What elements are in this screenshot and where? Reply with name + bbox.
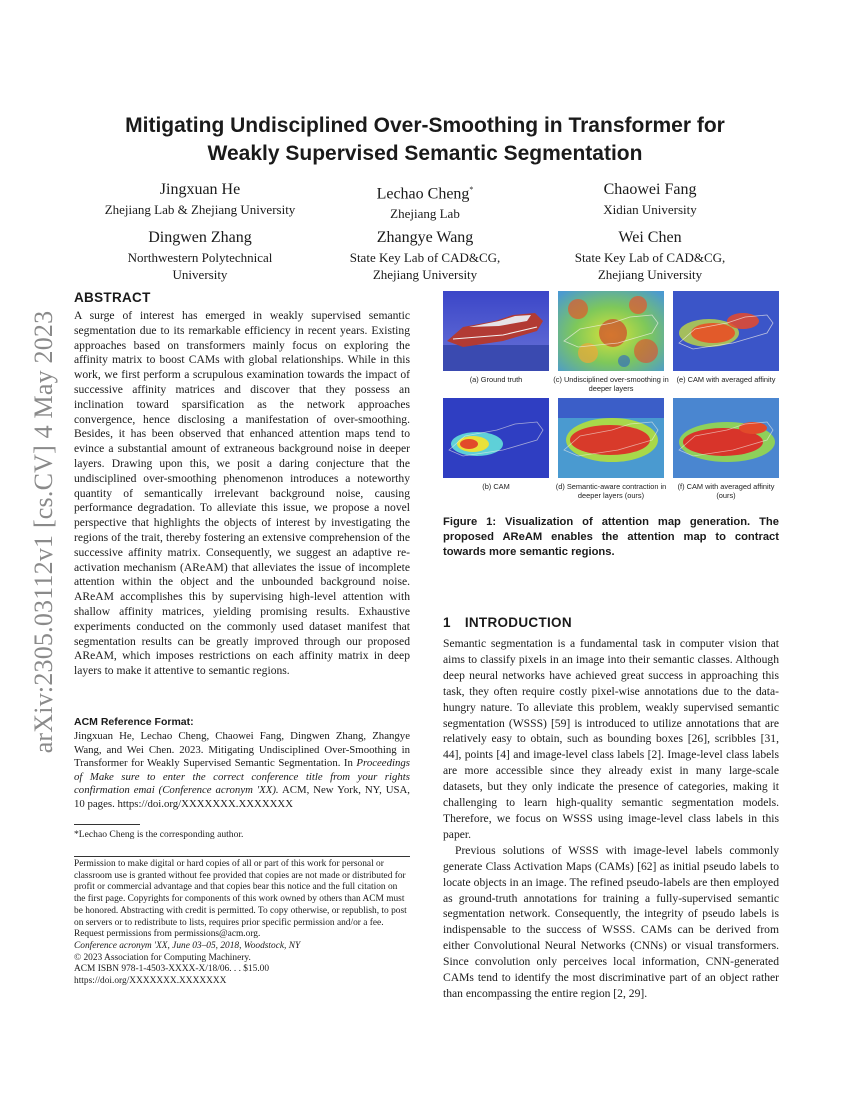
section-number: 1 xyxy=(443,615,451,630)
panel-caption: (b) CAM xyxy=(482,482,510,491)
author-6 xyxy=(530,228,770,283)
permission-text: Permission to make digital or hard copies of all or part of this work for personal or classroom use is granted without fee provided that copies are not made or distributed for profit or commercial advantage and that copies bear this notice and the full citation on the first page. Copyrights for components of this work owned by others than ACM must be honored. Abstracting with credit is permitted. To copy otherwise, or republish, to post on servers or to redistribute to lists, requires prior specific permission and/or a fee. Request permissions from permissions@acm.org. xyxy=(74,859,407,940)
author-4 xyxy=(80,228,320,283)
author-1 xyxy=(80,180,320,218)
author-affiliation: State Key Lab of CAD&CG, xyxy=(349,250,501,265)
acm-reference-text xyxy=(74,730,410,812)
attention-map-image xyxy=(558,291,664,371)
intro-paragraph-2: Previous solutions of WSSS with image-level labels commonly generate Class Activation Maps (CAMs) [62] as initial pseudo labels to locate objects in an image. The refined pseudo-labels are then employed as ground-truth annotations for training a fully-supervised semantic segmentation network. Consequently, the integrity of pseudo labels is indispensable to the success of WSSS. CAMs can be derived from either Convolutional Neural Networks (CNNs) or visual transformers. Since convolution only perceives local information, CNN-generated CAMs tend to identify the most discriminative part of an object rather than encompassing the entire region [2, 29]. xyxy=(443,843,779,1000)
copyright-line: © 2023 Association for Computing Machinery. xyxy=(74,952,251,963)
abstract-section xyxy=(74,290,410,679)
abstract-heading: ABSTRACT xyxy=(74,290,151,305)
acm-ref-proceedings: Proceedings of Make sure to enter the correct conference title from your rights confirmation emai (Conference acronym 'XX). xyxy=(74,757,410,797)
panel-caption: (e) CAM with averaged affinity xyxy=(676,375,776,384)
author-affiliation: Xidian University xyxy=(603,202,697,217)
author-affiliation: Zhejiang Lab & Zhejiang University xyxy=(104,202,296,217)
figure-caption: Figure 1: Visualization of attention map generation. The proposed AReAM enables the attention map to contract towards more semantic regions. xyxy=(443,516,779,559)
introduction-section xyxy=(443,615,779,1002)
conference-line: Conference acronym 'XX, June 03–05, 2018, Woodstock, NY xyxy=(74,940,301,951)
acm-ref-text-end: ACM, New York, NY, USA, 10 pages. https://doi.org/XXXXXXX.XXXXXXX xyxy=(74,784,410,810)
doi-line: https://doi.org/XXXXXXX.XXXXXXX xyxy=(74,976,227,987)
panel-caption: (a) Ground truth xyxy=(469,375,523,384)
author-3 xyxy=(530,180,770,218)
attention-map-image xyxy=(673,291,779,371)
intro-paragraph-1: Semantic segmentation is a fundamental task in computer vision that aims to classify pixels in an image into their semantic classes. Although deep neural networks have achieved great success in approaching this task, they often require costly pixel-wise annotations due to the data-hungry nature. To alleviate this problem, weakly supervised semantic segmentation (WSSS) [59] is introduced to utilize annotations that are relatively easy to obtain, such as bounding boxes [26], scribbles [31, 44], points [4] and image-level class labels [2]. Image-level class labels are more accessible since they already exist in many large-scale datasets, but they only indicate the presence of categories, making it challenging to learn high-quality semantic segmentation models. Therefore, we focus on WSSS using image-level class labels in this paper. xyxy=(443,637,779,841)
attention-map-image xyxy=(558,398,664,478)
acm-reference xyxy=(74,716,410,812)
panel-caption: (c) Undisciplined over-smoothing in deeper layers xyxy=(553,375,669,394)
footnote: *Lechao Cheng is the corresponding author. xyxy=(74,829,244,840)
author-affiliation: University xyxy=(172,267,228,282)
author-affiliation: Northwestern Polytechnical xyxy=(127,250,273,265)
corresponding-mark: * xyxy=(469,185,474,194)
author-affiliation: Zhejiang Lab xyxy=(390,206,460,222)
isbn-line: ACM ISBN 978-1-4503-XXXX-X/18/06. . . $15.00 xyxy=(74,964,270,975)
author-name: Dingwen Zhang xyxy=(148,229,252,246)
acm-ref-text-start: Jingxuan He, Lechao Cheng, Chaowei Fang, Dingwen Zhang, Zhangye Wang, and Wei Chen. 2023. Mitigating Undisciplined Over-Smoothing in Transformer for Weakly Supervised Semantic Segmentation. In xyxy=(74,730,410,770)
title-line-2: Weakly Supervised Semantic Segmentation xyxy=(207,142,643,165)
author-name: Chaowei Fang xyxy=(603,181,697,198)
section-title: INTRODUCTION xyxy=(464,615,572,630)
author-name: Lechao Cheng xyxy=(376,185,470,203)
author-affiliation: Zhejiang University xyxy=(372,267,478,282)
permission-rule xyxy=(74,856,410,857)
figure-1 xyxy=(443,291,779,502)
abstract-text: A surge of interest has emerged in weakly supervised semantic segmentation due to its remarkable efficiency in recent years. Existing approaches based on transformers mainly focus on exploring the affinity matrix to boost CAMs with global relationships. While in this work, we first perform a scrupulous examination towards the impact of successive affinity matrices and discover that they possess an inclination toward sparsification as the network approaches convergence, hence disclosing a manifestation of over-smoothing. Besides, it has been observed that enhanced attention maps tend to evince a substantial amount of extraneous background noise in deeper layers. Drawing upon this, we posit a daring conjecture that the undisciplined over-smoothing phenomenon introduces a noteworthy quantity of semantically irrelevant background noise, causing performance degradation. To alleviate this issue, we propose a novel perspective that highlights the objects of interest by investigating the regions of the trait, thereby fostering an extensive comprehension of the successive affinity matrix. Consequently, we suggest an adaptive re-activation mechanism (AReAM) that alleviates the issue of incomplete attention within the object and the unbounded background noise. AReAM accomplishes this by supervising high-level attention with shallow affinity matrices, yielding promising results. Exhaustive experiments conducted on the commonly used dataset manifest that segmentation results can be greatly improved through our proposed AReAM, which imposes restrictions on each affinity matrix in deep layers to make it attentive to semantic regions. xyxy=(74,309,410,678)
cam-image xyxy=(443,398,549,478)
author-name: Jingxuan He xyxy=(159,181,241,198)
title-line-1: Mitigating Undisciplined Over-Smoothing in Transformer for xyxy=(125,114,725,137)
author-name: Zhangye Wang xyxy=(376,229,474,246)
panel-caption: (d) Semantic-aware contraction in deeper layers (ours) xyxy=(555,482,667,501)
ground-truth-image xyxy=(443,291,549,371)
author-name: Wei Chen xyxy=(618,229,682,246)
permission-block xyxy=(74,859,410,988)
introduction-heading xyxy=(443,615,779,630)
arxiv-stamp xyxy=(22,292,66,772)
paper-title xyxy=(70,112,780,168)
acm-reference-heading: ACM Reference Format: xyxy=(74,716,194,728)
author-2 xyxy=(320,180,530,222)
footnote-rule xyxy=(74,824,140,825)
author-affiliation: Zhejiang University xyxy=(597,267,703,282)
arxiv-id: arXiv:2305.03112v1 [cs.CV] 4 May 2023 xyxy=(29,310,58,754)
attention-map-image xyxy=(673,398,779,478)
author-affiliation: State Key Lab of CAD&CG, xyxy=(574,250,726,265)
panel-caption: (f) CAM with averaged affinity (ours) xyxy=(677,482,775,501)
author-5 xyxy=(320,228,530,283)
